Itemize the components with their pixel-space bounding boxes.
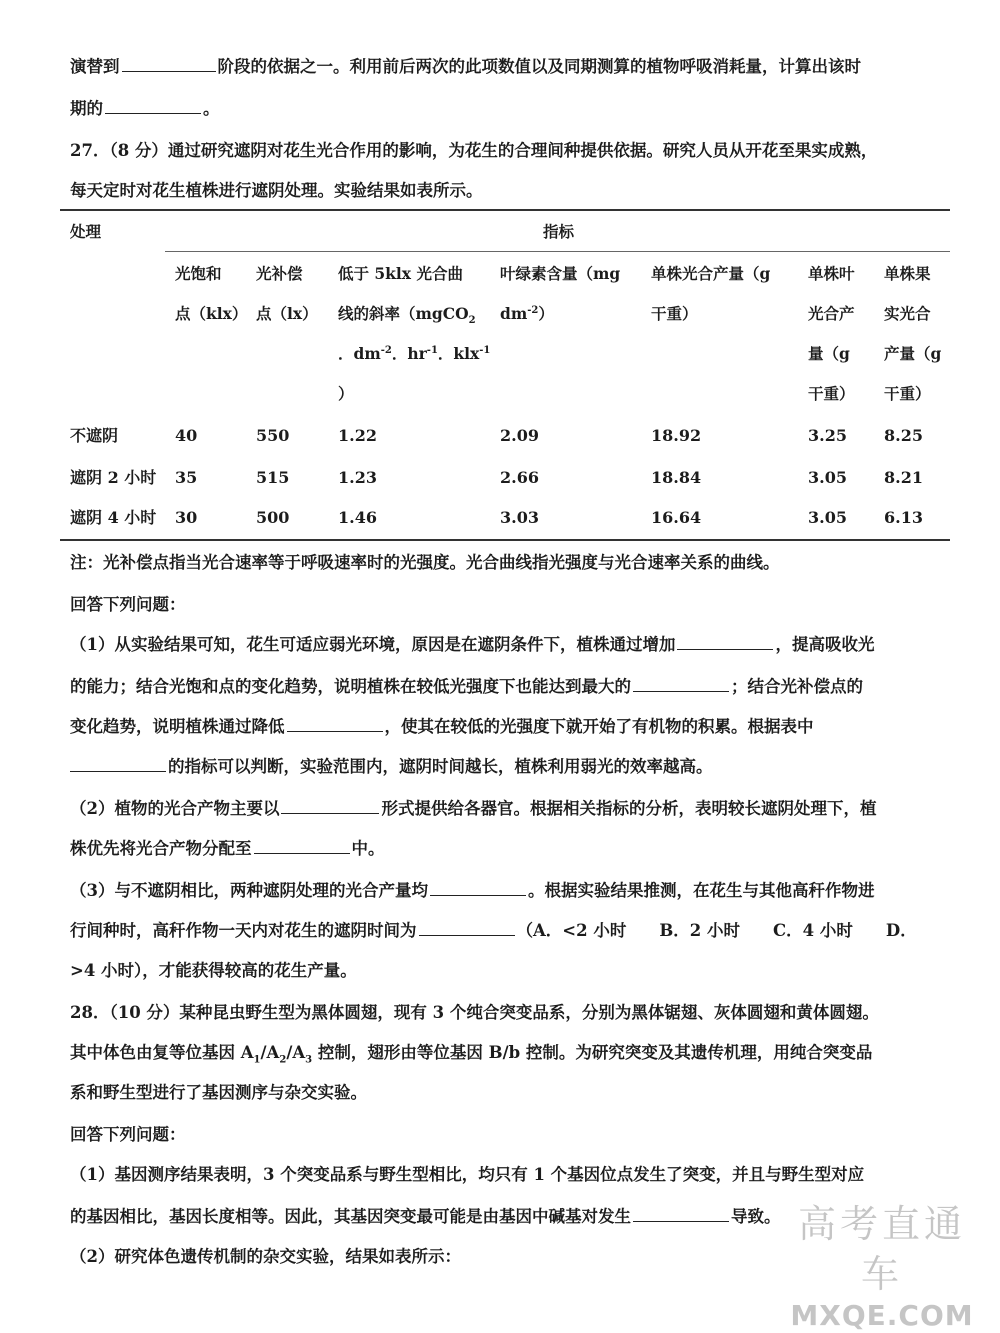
answer-blank[interactable] [122, 55, 216, 72]
table-cell: 8.21 [884, 468, 923, 487]
answer-blank[interactable] [254, 837, 350, 854]
col-header: 光饱和 [175, 264, 222, 283]
table-cell: 30 [175, 508, 198, 527]
col-header: 光补偿 [256, 264, 303, 283]
col-header: 点（lx） [256, 304, 318, 323]
col-header: 叶绿素含量（mg [500, 264, 621, 283]
question-27-line-1: 27．（8 分）通过研究遮阴对花生光合作用的影响，为花生的合理间种提供依据。研究人员从开花至果实成熟， [70, 141, 878, 160]
table-cell: 3.05 [808, 468, 847, 487]
col-header: 单株光合产量（g [651, 264, 771, 283]
table-cell: 1.22 [338, 426, 377, 445]
text-line: 的指标可以判断，实验范围内，遮阴时间越长，植株利用弱光的效率越高。 [70, 754, 950, 780]
text-line: 行间种时，高秆作物一天内对花生的遮阴时间为 （A．<2 小时 B．2 小时 C．4 小时 D． [70, 921, 917, 940]
table-cell: 35 [175, 468, 198, 487]
col-header: 点（klx） [175, 304, 248, 323]
watermark-title: 高考直通车 [797, 1202, 966, 1296]
table-note: 注：光补偿点指当光合速率等于呼吸速率时的光强度。光合曲线指光强度与光合速率关系的曲线。 [70, 553, 780, 572]
text-line: （3）与不遮阴相比，两种遮阴处理的光合产量均 。根据实验结果推测，在花生与其他高秆作物进 [70, 881, 875, 900]
col-header: 产量（g [884, 344, 942, 363]
table-cell: 40 [175, 426, 198, 445]
text-line: （2）研究体色遗传机制的杂交实验，结果如表所示： [70, 1247, 461, 1266]
row-label: 遮阴 2 小时 [70, 468, 157, 487]
table-cell: 2.09 [500, 426, 539, 445]
table-cell: 18.84 [651, 468, 702, 487]
col-header: 线的斜率（mgCO$_2$ [338, 304, 476, 327]
header-sub-rule [165, 251, 950, 252]
header-treatment: 处理 [70, 222, 102, 241]
col-header: $dm^{-2}$） [500, 304, 554, 323]
table-cell: 6.13 [884, 508, 923, 527]
answer-blank[interactable] [287, 715, 383, 732]
col-header: 干重） [808, 384, 855, 403]
text-line: 期的 。 [70, 99, 220, 118]
col-header: 干重） [884, 384, 931, 403]
text-line: 株优先将光合产物分配至 中。 [70, 839, 385, 858]
table-bottom-rule [60, 539, 950, 541]
answer-blank[interactable] [70, 755, 166, 772]
table-cell: 8.25 [884, 426, 923, 445]
table-cell: 1.46 [338, 508, 377, 527]
text-line: （2）植物的光合产物主要以 形式提供给各器官。根据相关指标的分析，表明较长遮阴处理下，植 [70, 799, 877, 818]
table-cell: 3.03 [500, 508, 539, 527]
table-cell: 16.64 [651, 508, 702, 527]
col-header: 实光合 [884, 304, 931, 323]
col-header: 单株果 [884, 264, 931, 283]
col-header: 干重） [651, 304, 698, 323]
row-label: 遮阴 4 小时 [70, 508, 157, 527]
col-header: 低于 5klx 光合曲 [338, 264, 463, 283]
header-index: 指标 [543, 222, 575, 241]
table-cell: 550 [256, 426, 290, 445]
col-header: 量（g [808, 344, 850, 363]
question-27-line-2: 每天定时对花生植株进行遮阴处理。实验结果如表所示。 [70, 181, 483, 200]
answer-blank[interactable] [633, 1205, 729, 1222]
col-header: ．$dm^{-2}$．$hr^{-1}$．klx$^{-1}$ [338, 344, 491, 363]
answer-blank[interactable] [430, 879, 526, 896]
table-top-rule [60, 209, 950, 211]
watermark-domain: MXQE.COM [790, 1299, 974, 1332]
table-cell: 500 [256, 508, 290, 527]
table-cell: 3.25 [808, 426, 847, 445]
answer-blank[interactable] [419, 919, 515, 936]
col-header: 单株叶 [808, 264, 855, 283]
table-cell: 3.05 [808, 508, 847, 527]
text-line: （1）基因测序结果表明，3 个突变品系与野生型相比，均只有 1 个基因位点发生了突变，并且与野生型对应 [70, 1165, 865, 1184]
table-cell: 1.23 [338, 468, 377, 487]
table-cell: 2.66 [500, 468, 539, 487]
text-line: >4 小时），才能获得较高的花生产量。 [70, 961, 357, 980]
col-header: 光合产 [808, 304, 855, 323]
question-28-line-3: 系和野生型进行了基因测序与杂交实验。 [70, 1083, 367, 1102]
answer-blank[interactable] [633, 675, 729, 692]
question-28-line-1: 28．（10 分）某种昆虫野生型为黑体圆翅，现有 3 个纯合突变品系，分别为黑体锯翅、灰体圆翅和黄体圆翅。 [70, 1003, 879, 1022]
site-watermark [782, 1199, 982, 1332]
answer-blank[interactable] [105, 97, 201, 114]
text-line: 演替到 阶段的依据之一。利用前后两次的此项数值以及同期测算的植物呼吸消耗量，计算出该时 [70, 57, 861, 76]
question-28-line-2: 其中体色由复等位基因 $A_1/A_2/A_3$ 控制，翅形由等位基因 B/b 控制。为研究突变及其遗传机理，用纯合突变品 [70, 1043, 873, 1066]
row-label: 不遮阴 [70, 426, 119, 445]
answer-heading: 回答下列问题： [70, 595, 186, 614]
table-cell: 18.92 [651, 426, 702, 445]
answer-heading: 回答下列问题： [70, 1125, 186, 1144]
text-line: 的能力；结合光饱和点的变化趋势，说明植株在较低光强度下也能达到最大的 ；结合光补偿点的 [70, 677, 863, 696]
answer-blank[interactable] [677, 633, 773, 650]
answer-blank[interactable] [281, 797, 379, 814]
text-line: （1）从实验结果可知，花生可适应弱光环境，原因是在遮阴条件下，植株通过增加 ，提高吸收光 [70, 635, 875, 654]
text-line: 的基因相比，基因长度相等。因此，其基因突变最可能是由基因中碱基对发生 导致。 [70, 1207, 781, 1226]
text-line: 变化趋势，说明植株通过降低 ，使其在较低的光强度下就开始了有机物的积累。根据表中 [70, 717, 814, 736]
table-cell: 515 [256, 468, 290, 487]
col-header: ） [338, 384, 354, 403]
